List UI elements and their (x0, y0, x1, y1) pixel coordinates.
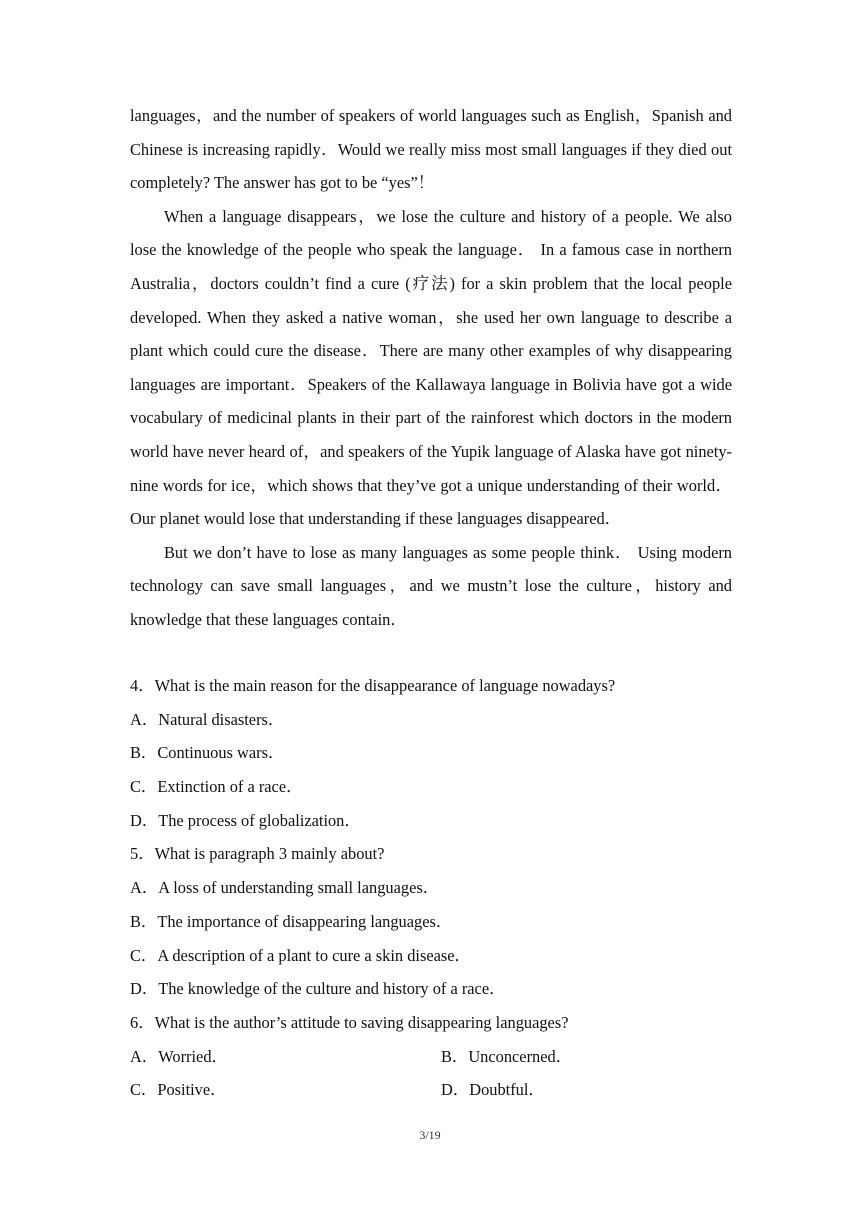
question-6-option-b: B．Unconcerned． (441, 1046, 573, 1066)
question-4-option-a: A．Natural disasters． (130, 709, 285, 729)
question-6-options-row-2 (130, 1073, 732, 1107)
question-4-option-c: C．Extinction of a race． (130, 777, 303, 797)
passage-paragraph: But we don’t have to lose as many languages as some people think． Using modern technology can save small languages，and we mustn’t lose the culture，history and knowledge that these languages contain． (130, 542, 732, 629)
question-6-stem: 6．What is the author’s attitude to saving disappearing languages? (130, 1012, 569, 1032)
question-4-option-b: B．Continuous wars． (130, 743, 285, 763)
question-4-stem: 4．What is the main reason for the disappearance of language nowadays? (130, 676, 616, 695)
question-5-option-c: C．A description of a plant to cure a skin disease． (130, 945, 471, 965)
question-5-option-d: D．The knowledge of the culture and history of a race． (130, 979, 506, 999)
question-5-option-b: B．The importance of disappearing languages． (130, 911, 453, 931)
passage-paragraph: languages，and the number of speakers of world languages such as English，Spanish and Chinese is increasing rapidly．Would we really miss most small languages if they died out completely? The answer has got to be “yes”！ (130, 106, 732, 193)
question-6-option-c: C．Positive． (130, 1080, 227, 1100)
question-5-stem: 5．What is paragraph 3 mainly about? (130, 844, 385, 864)
reading-passage (130, 99, 732, 637)
question-list (130, 669, 732, 1107)
question-6-options-row-1 (130, 1040, 732, 1074)
question-6-option-d: D．Doubtful． (441, 1080, 545, 1100)
page-number: 3/19 (419, 1128, 441, 1142)
passage-paragraph: When a language disappears，we lose the culture and history of a people. We also lose the knowledge of the people who speak the language． In a famous case in northern Australia，doctors couldn’t find a cure (疗法) for a skin problem that the local people developed. When they asked a native woman，she used her own language to describe a plant which could cure the disease．There are many other examples of why disappearing languages are important．Speakers of the Kallawaya language in Bolivia have got a wide vocabulary of medicinal plants in their part of the rainforest which doctors in the modern world have never heard of，and speakers of the Yupik language of Alaska have got ninety-nine words for ice，which shows that they’ve got a unique understanding of their world．Our planet would lose that understanding if these languages disappeared． (130, 206, 732, 529)
question-6-option-a: A．Worried． (130, 1046, 228, 1066)
question-4-option-d: D．The process of globalization． (130, 810, 361, 830)
question-5-option-a: A．A loss of understanding small languages． (130, 878, 440, 898)
